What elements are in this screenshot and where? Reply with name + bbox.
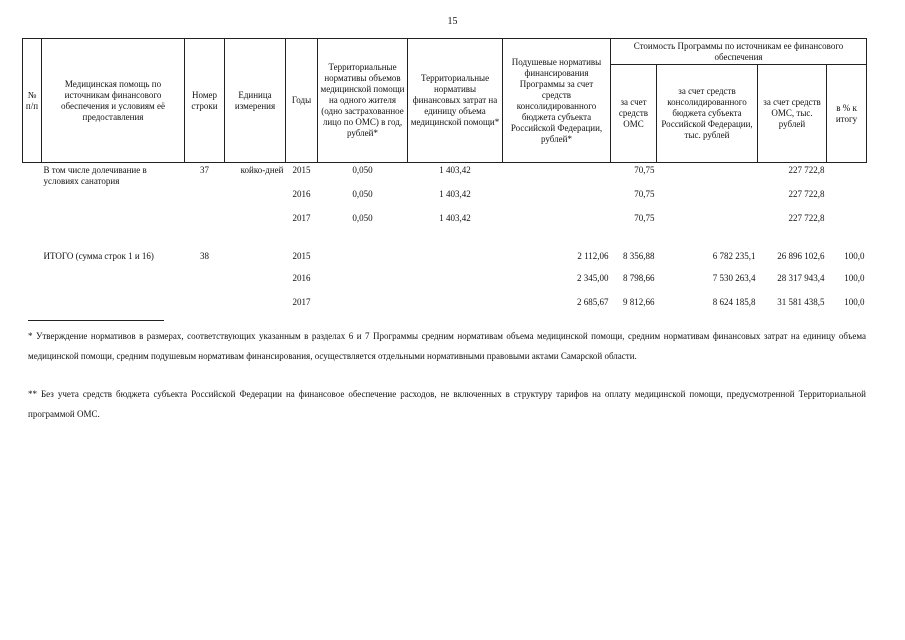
- cell-cost: [408, 297, 503, 321]
- cell-cost: 1 403,42: [439, 165, 471, 175]
- cell-year: 2015: [292, 165, 311, 175]
- cell-row-no: 38: [200, 251, 209, 261]
- cell-unit: [225, 273, 286, 297]
- cell-unit: [225, 213, 286, 237]
- cell-budget: [657, 213, 758, 237]
- cell-vol: [318, 297, 408, 321]
- cell-vol: [318, 273, 408, 297]
- program-cost-table: [22, 38, 867, 321]
- cell-budget: [657, 189, 758, 213]
- header-cost-norm: Территориальные нормативы финансовых затрат на единицу объема медицинской помощи*: [408, 39, 503, 163]
- header-num: № п/п: [23, 39, 42, 163]
- cell-vol: 0,050: [352, 213, 373, 223]
- cell-percap: 2 685,67: [577, 297, 609, 307]
- cell-oms-thousand: 26 896 102,6: [777, 251, 825, 261]
- footnote-2: ** Без учета средств бюджета субъекта Российской Федерации на финансовое обеспечение расходов, не включенных в структуру тарифов на оплату медицинской помощи, предусмотренной Территориальной программой ОМС.: [28, 389, 866, 419]
- cell-pct: [827, 189, 867, 213]
- cell-year: 2016: [292, 189, 311, 199]
- cell-pct: [827, 213, 867, 237]
- cell-name: [42, 297, 185, 321]
- cell-oms: 70,75: [634, 189, 655, 199]
- cell-oms: 9 812,66: [623, 297, 655, 307]
- cell-budget: 7 530 263,4: [712, 273, 756, 283]
- cell-name: [42, 273, 185, 297]
- cell-oms: 70,75: [634, 213, 655, 223]
- cell-row-no: [185, 273, 225, 297]
- cell-oms-thousand: 31 581 438,5: [777, 297, 825, 307]
- cell-unit: койко-дней: [240, 165, 284, 175]
- cell-pct: 100,0: [844, 273, 865, 283]
- cell-oms-thousand: 227 722,8: [788, 189, 825, 199]
- cell-year: 2017: [292, 297, 311, 307]
- cell-oms-thousand: 227 722,8: [788, 165, 825, 175]
- cell-percap: [503, 213, 611, 237]
- cell-budget: 8 624 185,8: [712, 297, 756, 307]
- table-row: [23, 163, 867, 190]
- cell-budget: 6 782 235,1: [712, 251, 756, 261]
- cell-row-no: [185, 297, 225, 321]
- cell-pct: 100,0: [844, 297, 865, 307]
- header-unit: Единица измерения: [225, 39, 286, 163]
- cell-oms: 70,75: [634, 165, 655, 175]
- cell-pct: [827, 163, 867, 190]
- cell-year: 2015: [292, 251, 311, 261]
- cell-cost: 1 403,42: [439, 213, 471, 223]
- header-pct: в % к итогу: [827, 65, 867, 163]
- cell-num: [23, 163, 42, 190]
- cell-year: 2016: [292, 273, 311, 283]
- cell-percap: [503, 163, 611, 190]
- header-group: Стоимость Программы по источникам ее финансового обеспечения: [611, 39, 867, 65]
- cell-unit: [225, 297, 286, 321]
- cell-row-no: [185, 213, 225, 237]
- page-number: 15: [447, 16, 458, 27]
- cell-num: [23, 213, 42, 237]
- cell-name: В том числе долечивание в условиях санатория: [43, 165, 147, 186]
- cell-num: [23, 237, 42, 273]
- table-row: [23, 273, 867, 297]
- table-row: [23, 237, 867, 273]
- cell-cost: [408, 237, 503, 273]
- header-oms: за счет средств ОМС: [611, 65, 657, 163]
- header-percap-norm: Подушевые нормативы финансирования Программы за счет средств консолидированного бюджета субъекта Российской Федерации, рублей*: [503, 39, 611, 163]
- header-row-no: Номер строки: [185, 39, 225, 163]
- cell-name: [42, 213, 185, 237]
- cell-vol: [318, 237, 408, 273]
- cell-oms-thousand: 28 317 943,4: [777, 273, 825, 283]
- cell-oms: 8 356,88: [623, 251, 655, 261]
- cell-budget: [657, 163, 758, 190]
- header-care: Медицинская помощь по источникам финансового обеспечения и условиям её предоставления: [42, 39, 185, 163]
- cell-vol: 0,050: [352, 189, 373, 199]
- cell-cost: 1 403,42: [439, 189, 471, 199]
- cell-row-no: 37: [200, 165, 209, 175]
- cell-vol: 0,050: [352, 165, 373, 175]
- footnote-1: * Утверждение нормативов в размерах, соответствующих указанным в разделах 6 и 7 Программы средним нормативам объема медицинской помощи, средним нормативам финансовых затрат на единицу объема медицинской помощи, средним подушевым нормативам финансирования, осуществляется отдельными нормативными правовыми актами Самарской области.: [28, 331, 866, 361]
- table-row: [23, 189, 867, 213]
- table-row: [23, 297, 867, 321]
- cell-percap: 2 112,06: [577, 251, 609, 261]
- cell-row-no: [185, 189, 225, 213]
- cell-name: ИТОГО (сумма строк 1 и 16): [43, 251, 154, 261]
- cell-percap: 2 345,00: [577, 273, 609, 283]
- table-row: [23, 213, 867, 237]
- cell-oms-thousand: 227 722,8: [788, 213, 825, 223]
- cell-unit: [225, 189, 286, 213]
- cell-unit: [225, 237, 286, 273]
- cell-pct: 100,0: [844, 251, 865, 261]
- cell-num: [23, 297, 42, 321]
- cell-year: 2017: [292, 213, 311, 223]
- footnote-rule: [28, 320, 164, 321]
- cell-cost: [408, 273, 503, 297]
- header-vol-norm: Территориальные нормативы объемов медицинской помощи на одного жителя (одно застрахованное лицо по ОМС) в год, рублей*: [318, 39, 408, 163]
- cell-num: [23, 189, 42, 213]
- cell-oms: 8 798,66: [623, 273, 655, 283]
- header-budget: за счет средств консолидированного бюджета субъекта Российской Федерации, тыс. рублей: [657, 65, 758, 163]
- header-years: Годы: [286, 39, 318, 163]
- cell-num: [23, 273, 42, 297]
- cell-percap: [503, 189, 611, 213]
- header-oms-thousand: за счет средств ОМС, тыс. рублей: [758, 65, 827, 163]
- cell-name: [42, 189, 185, 213]
